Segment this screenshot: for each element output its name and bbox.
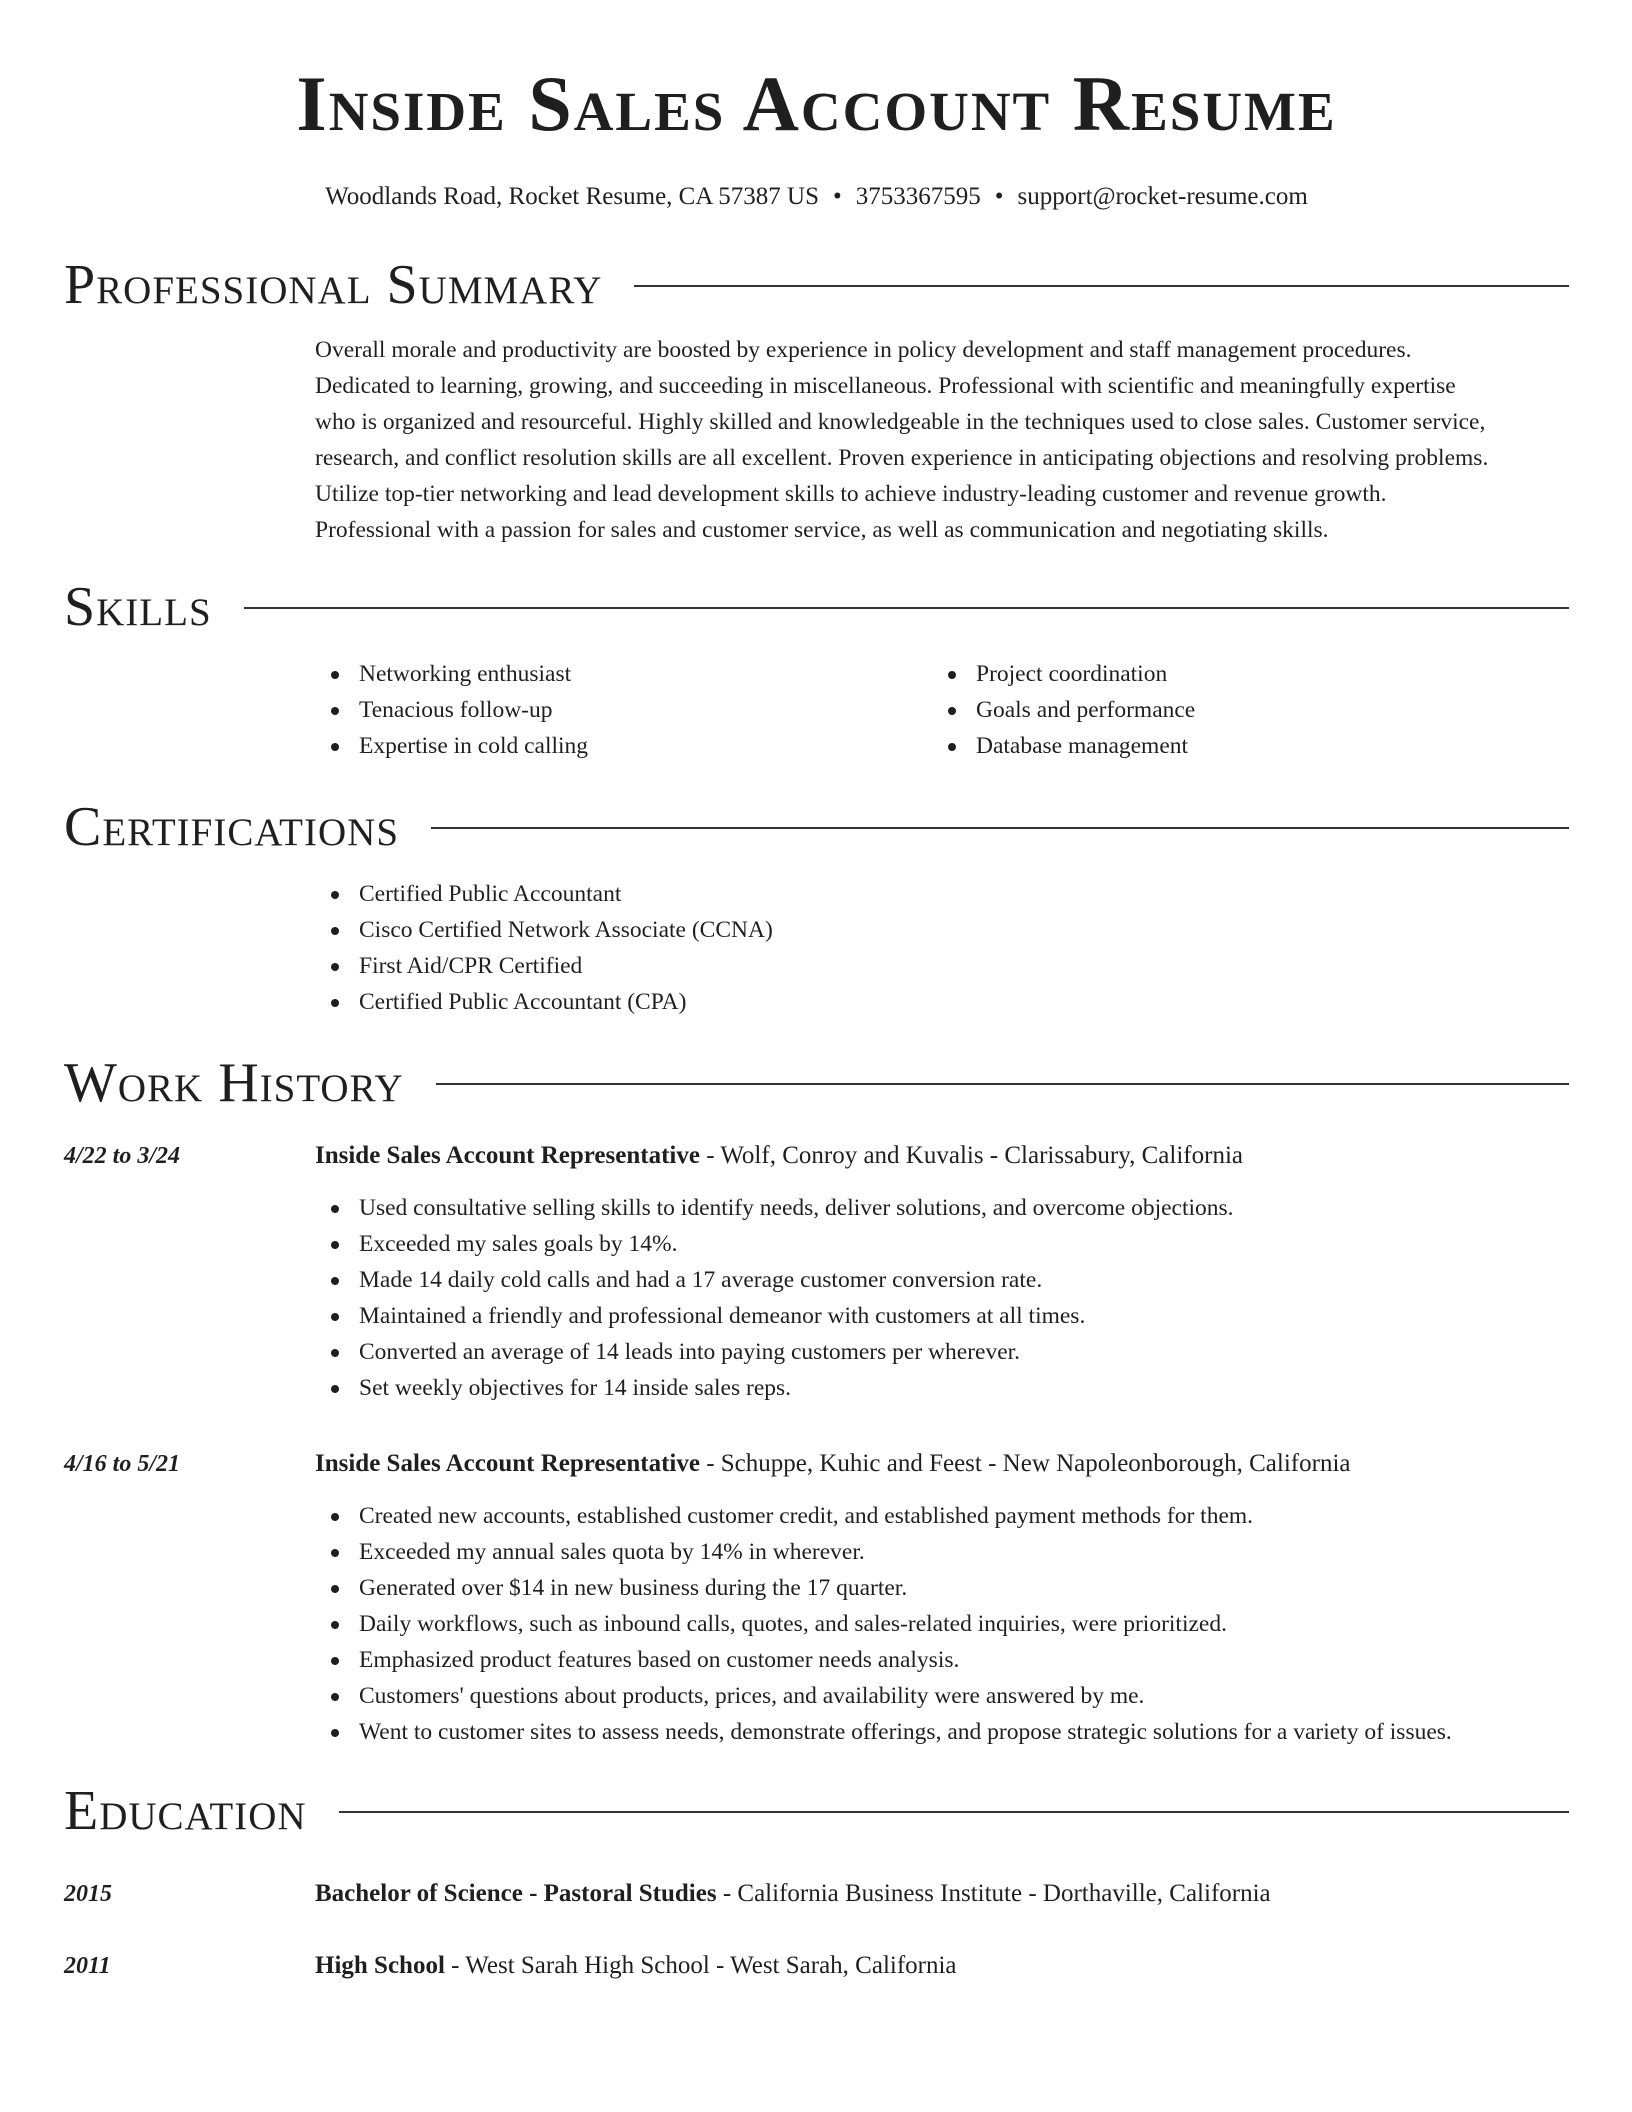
job-bullet: Made 14 daily cold calls and had a 17 average customer conversion rate. <box>315 1262 1569 1298</box>
summary-line: Utilize top-tier networking and lead development skills to achieve industry-leading customer and revenue growth. <box>315 481 1387 507</box>
summary-text <box>315 332 1569 548</box>
job-bullet: Used consultative selling skills to identify needs, deliver solutions, and overcome objections. <box>315 1190 1569 1226</box>
job-bullet: Emphasized product features based on customer needs analysis. <box>315 1642 1569 1678</box>
summary-line: Dedicated to learning, growing, and succeeding in miscellaneous. Professional with scientific and meaningfully expertise <box>315 373 1456 399</box>
skills-heading: Skills <box>64 576 212 638</box>
contact-line <box>64 180 1569 214</box>
skills-column-right <box>932 656 1549 764</box>
skill-item: Networking enthusiast <box>315 656 932 692</box>
job-heading <box>315 1446 1569 1482</box>
job-entry <box>64 1138 1569 1406</box>
section-divider <box>339 1811 1569 1813</box>
job-bullet: Exceeded my annual sales quota by 14% in wherever. <box>315 1534 1569 1570</box>
work-section-header <box>64 1048 1569 1118</box>
job-heading <box>315 1138 1569 1174</box>
certification-item: First Aid/CPR Certified <box>315 948 1569 984</box>
certifications-section-header <box>64 792 1569 862</box>
education-degree: High School <box>315 1952 445 1979</box>
job-date: 4/22 to 3/24 <box>64 1143 181 1169</box>
summary-line: who is organized and resourceful. Highly skilled and knowledgeable in the techniques used to close sales. Customer service, <box>315 409 1486 435</box>
job-entry <box>64 1446 1569 1750</box>
skill-item: Tenacious follow-up <box>315 692 932 728</box>
education-date: 2011 <box>64 1953 111 1979</box>
resume-page <box>64 0 1569 1984</box>
certifications-heading: Certifications <box>64 796 400 858</box>
summary-line: Professional with a passion for sales and customer service, as well as communication and negotiating skills. <box>315 517 1329 543</box>
skills-section-header <box>64 572 1569 642</box>
section-divider <box>436 1083 1569 1085</box>
skill-item: Expertise in cold calling <box>315 728 932 764</box>
section-divider <box>431 827 1569 829</box>
job-bullet: Daily workflows, such as inbound calls, quotes, and sales-related inquiries, were prioritized. <box>315 1606 1569 1642</box>
summary-heading: Professional Summary <box>64 254 603 316</box>
job-bullet: Customers' questions about products, prices, and availability were answered by me. <box>315 1678 1569 1714</box>
skills-list <box>315 656 1569 764</box>
resume-title: Inside Sales Account Resume <box>296 60 1337 147</box>
education-date: 2015 <box>64 1881 112 1907</box>
certifications-list <box>315 876 1569 1020</box>
work-heading: Work History <box>64 1052 404 1114</box>
job-bullet: Exceeded my sales goals by 14%. <box>315 1226 1569 1262</box>
job-detail: - Schuppe, Kuhic and Feest - New Napoleonborough, California <box>699 1450 1351 1477</box>
education-detail: - California Business Institute - Dorthaville, California <box>716 1880 1271 1907</box>
contact-address: Woodlands Road, Rocket Resume, CA 57387 US <box>325 183 819 210</box>
summary-line: research, and conflict resolution skills are all excellent. Proven experience in anticipating objections and resolving problems. <box>315 445 1489 471</box>
education-heading: Education <box>64 1780 307 1842</box>
education-heading-line <box>315 1876 1271 1912</box>
job-bullet: Generated over $14 in new business during the 17 quarter. <box>315 1570 1569 1606</box>
job-bullet: Went to customer sites to assess needs, demonstrate offerings, and propose strategic solutions for a variety of issues. <box>315 1714 1569 1750</box>
job-detail: - Wolf, Conroy and Kuvalis - Clarissabury, California <box>699 1142 1243 1169</box>
job-bullet: Set weekly objectives for 14 inside sales reps. <box>315 1370 1569 1406</box>
skill-item: Goals and performance <box>932 692 1549 728</box>
education-entry <box>64 1876 1569 1912</box>
skills-column-left <box>315 656 932 764</box>
summary-line: Overall morale and productivity are boosted by experience in policy development and staff management procedures. <box>315 337 1412 363</box>
contact-phone: 3753367595 <box>855 183 981 210</box>
job-bullet: Maintained a friendly and professional demeanor with customers at all times. <box>315 1298 1569 1334</box>
job-bullet: Created new accounts, established customer credit, and established payment methods for them. <box>315 1498 1569 1534</box>
summary-section-header <box>64 250 1569 320</box>
education-detail: - West Sarah High School - West Sarah, California <box>444 1952 957 1979</box>
job-date: 4/16 to 5/21 <box>64 1451 181 1477</box>
certification-item: Certified Public Accountant (CPA) <box>315 984 1569 1020</box>
skill-item: Project coordination <box>932 656 1549 692</box>
contact-separator: • <box>994 183 1004 210</box>
education-heading-line <box>315 1948 957 1984</box>
certification-item: Cisco Certified Network Associate (CCNA) <box>315 912 1569 948</box>
section-divider <box>244 607 1569 609</box>
job-bullets <box>315 1498 1569 1750</box>
education-entry <box>64 1948 1569 1984</box>
skill-item: Database management <box>932 728 1549 764</box>
job-role: Inside Sales Account Representative <box>315 1450 700 1477</box>
contact-email[interactable]: support@rocket-resume.com <box>1017 183 1308 210</box>
job-bullet: Converted an average of 14 leads into paying customers per wherever. <box>315 1334 1569 1370</box>
job-role: Inside Sales Account Representative <box>315 1142 700 1169</box>
education-section-header <box>64 1776 1569 1846</box>
section-divider <box>634 285 1569 287</box>
job-bullets <box>315 1190 1569 1406</box>
contact-separator: • <box>832 183 842 210</box>
certification-item: Certified Public Accountant <box>315 876 1569 912</box>
education-degree: Bachelor of Science - Pastoral Studies <box>315 1880 717 1907</box>
